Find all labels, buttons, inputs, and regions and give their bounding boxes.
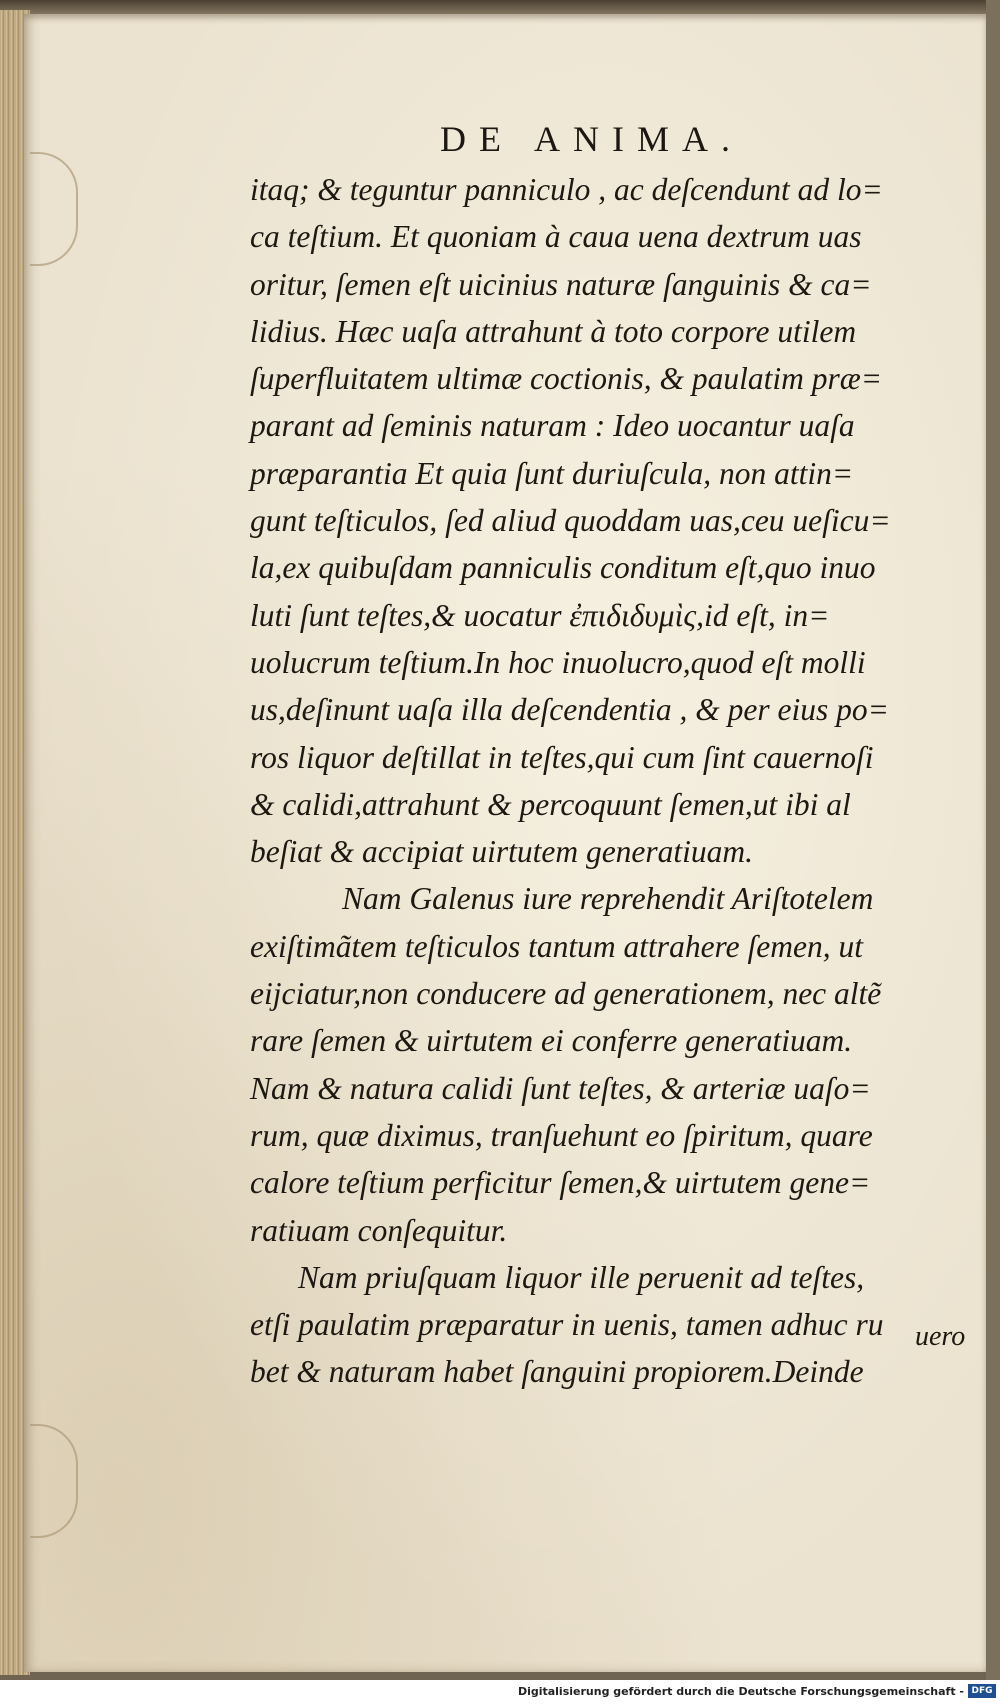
running-head: DE ANIMA. <box>440 119 743 159</box>
dfg-logo: DFG <box>968 1684 996 1698</box>
text-line: parant ad ſeminis naturam : Ideo uocantur uaſa <box>250 408 855 444</box>
text-line: bet & naturam habet ſanguini propiorem.Deinde <box>250 1354 864 1390</box>
text-line: calore teſtium perficitur ſemen,& uirtutem gene= <box>250 1165 871 1201</box>
text-line: itaq; & teguntur panniculo , ac deſcendunt ad lo= <box>250 172 883 207</box>
text-line: luti ſunt teſtes,& uocatur ἐπιδιδυμὶς,id eſt, in= <box>250 597 830 633</box>
text-line: ros liquor deſtillat in teſtes,qui cum ſint cauernoſi <box>250 739 874 775</box>
text-line: ratiuam conſequitur. <box>250 1212 508 1248</box>
body-text <box>250 166 970 1396</box>
clasp-mark-bottom <box>30 1424 78 1538</box>
text-line: exiſtimãtem teſticulos tantum attrahere ſemen, ut <box>250 928 863 964</box>
text-line: uolucrum teſtium.In hoc inuolucro,quod eſt molli <box>250 644 866 680</box>
text-line: & calidi,attrahunt & percoquunt ſemen,ut ibi al <box>250 786 851 822</box>
text-line: lidius. Hæc uaſa attrahunt à toto corpore utilem <box>250 313 857 349</box>
text-line: beſiat & accipiat uirtutem generatiuam. <box>250 834 754 870</box>
text-line: oritur, ſemen eſt uicinius naturæ ſanguinis & ca= <box>250 266 872 302</box>
digitization-footer <box>0 1680 1000 1704</box>
catchword: uero <box>915 1321 966 1352</box>
text-line: rare ſemen & uirtutem ei conferre generatiuam. <box>250 1023 853 1059</box>
text-line: rum, quæ diximus, tranſuehunt eo ſpiritum, quare <box>250 1117 873 1153</box>
text-line: eijciatur,non conducere ad generationem, nec altẽ <box>250 976 882 1012</box>
clasp-mark-top <box>30 152 78 266</box>
text-line: Nam priuſquam liquor ille peruenit ad teſtes, <box>298 1259 865 1295</box>
text-line: us,deſinunt uaſa illa deſcendentia , & per eius po= <box>250 692 889 728</box>
text-line: præparantia Et quia ſunt duriuſcula, non attin= <box>250 455 854 491</box>
text-line: Nam Galenus iure reprehendit Ariſtotelem <box>342 881 874 917</box>
text-line: Nam & natura calidi ſunt teſtes, & arteriæ uaſo= <box>250 1070 871 1106</box>
footer-credit: Digitalisierung gefördert durch die Deutsche Forschungsgemeinschaft - <box>517 1685 964 1698</box>
text-line: la,ex quibuſdam panniculis conditum eſt,quo inuo <box>250 550 876 586</box>
text-line: ca teſtium. Et quoniam à caua uena dextrum uas <box>250 219 862 255</box>
text-line: ſuperfluitatem ultimæ coctionis, & paulatim præ= <box>250 361 882 397</box>
book-right-edge <box>986 0 1000 1680</box>
text-line: etſi paulatim præparatur in uenis, tamen adhuc ru <box>250 1307 884 1343</box>
text-line: gunt teſticulos, ſed aliud quoddam uas,ceu ueſicu= <box>250 503 891 539</box>
